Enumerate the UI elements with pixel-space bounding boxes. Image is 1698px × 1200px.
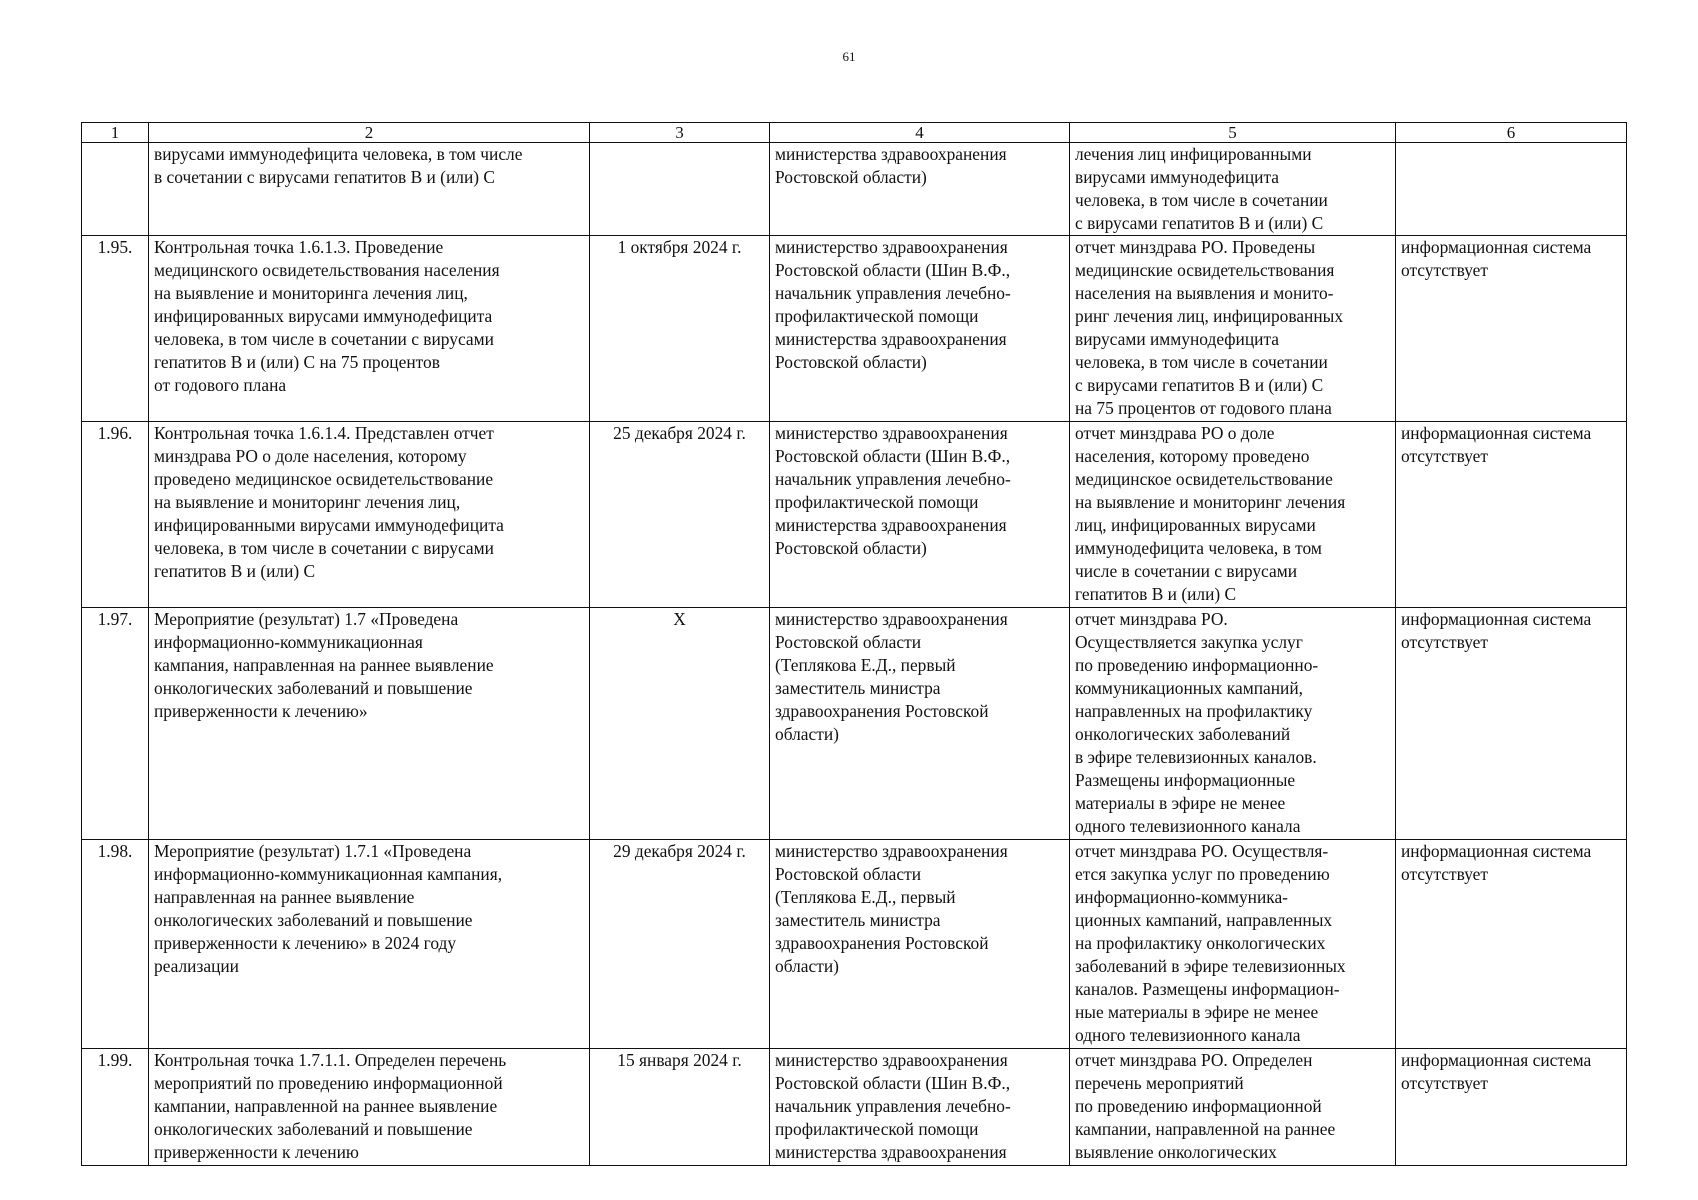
row-info-system: информационная система отсутствует bbox=[1396, 840, 1627, 1049]
table-row bbox=[82, 236, 1627, 422]
plan-table bbox=[81, 122, 1627, 1166]
row-number: 1.96. bbox=[82, 422, 149, 608]
column-header: 2 bbox=[149, 123, 590, 143]
row-responsible: министерство здравоохранения Ростовской области (Теплякова Е.Д., первый заместитель министра здравоохранения Ростовской области) bbox=[770, 840, 1070, 1049]
row-info-system bbox=[1396, 143, 1627, 236]
table-row bbox=[82, 1049, 1627, 1166]
column-header: 1 bbox=[82, 123, 149, 143]
row-description: вирусами иммунодефицита человека, в том числе в сочетании с вирусами гепатитов B и (или) C bbox=[149, 143, 590, 236]
row-responsible: министерство здравоохранения Ростовской области (Теплякова Е.Д., первый заместитель министра здравоохранения Ростовской области) bbox=[770, 608, 1070, 840]
table-row bbox=[82, 608, 1627, 840]
row-result: отчет минздрава РО о доле населения, которому проведено медицинское освидетельствование на выявление и мониторинг лечения лиц, инфицированных вирусами иммунодефицита человека, в том числе в сочетании с вирусами гепатитов B и (или) C bbox=[1070, 422, 1396, 608]
row-description: Мероприятие (результат) 1.7 «Проведена информационно-коммуникационная кампания, направленная на раннее выявление онкологических заболеваний и повышение приверженности к лечению» bbox=[149, 608, 590, 840]
row-result: лечения лиц инфицированными вирусами иммунодефицита человека, в том числе в сочетании с вирусами гепатитов B и (или) C bbox=[1070, 143, 1396, 236]
row-result: отчет минздрава РО. Определен перечень мероприятий по проведению информационной кампании, направленной на раннее выявление онкологических bbox=[1070, 1049, 1396, 1166]
row-date: 15 января 2024 г. bbox=[590, 1049, 770, 1166]
row-date: 1 октября 2024 г. bbox=[590, 236, 770, 422]
column-header: 3 bbox=[590, 123, 770, 143]
column-header: 5 bbox=[1070, 123, 1396, 143]
row-number: 1.97. bbox=[82, 608, 149, 840]
column-header: 6 bbox=[1396, 123, 1627, 143]
row-info-system: информационная система отсутствует bbox=[1396, 422, 1627, 608]
row-description: Контрольная точка 1.6.1.3. Проведение медицинского освидетельствования населения на выявление и мониторинга лечения лиц, инфицированных вирусами иммунодефицита человека, в том числе в сочетании с вирусами гепатитов B и (или) C на 75 процентов от годового плана bbox=[149, 236, 590, 422]
row-number bbox=[82, 143, 149, 236]
table-row bbox=[82, 143, 1627, 236]
table-row bbox=[82, 422, 1627, 608]
row-number: 1.95. bbox=[82, 236, 149, 422]
row-date: 25 декабря 2024 г. bbox=[590, 422, 770, 608]
row-info-system: информационная система отсутствует bbox=[1396, 236, 1627, 422]
column-header: 4 bbox=[770, 123, 1070, 143]
row-responsible: министерство здравоохранения Ростовской области (Шин В.Ф., начальник управления лечебно- профилактической помощи министерства здравоохранения bbox=[770, 1049, 1070, 1166]
row-info-system: информационная система отсутствует bbox=[1396, 608, 1627, 840]
row-description: Контрольная точка 1.6.1.4. Представлен отчет минздрава РО о доле населения, которому проведено медицинское освидетельствование на выявление и мониторинг лечения лиц, инфицированными вирусами иммунодефицита человека, в том числе в сочетании с вирусами гепатитов B и (или) C bbox=[149, 422, 590, 608]
row-description: Мероприятие (результат) 1.7.1 «Проведена информационно-коммуникационная кампания, направленная на раннее выявление онкологических заболеваний и повышение приверженности к лечению» в 2024 году реализации bbox=[149, 840, 590, 1049]
table-row bbox=[82, 840, 1627, 1049]
row-responsible: министерство здравоохранения Ростовской области (Шин В.Ф., начальник управления лечебно- профилактической помощи министерства здравоохранения Ростовской области) bbox=[770, 422, 1070, 608]
row-responsible: министерства здравоохранения Ростовской области) bbox=[770, 143, 1070, 236]
row-number: 1.98. bbox=[82, 840, 149, 1049]
row-date: 29 декабря 2024 г. bbox=[590, 840, 770, 1049]
table-header-row bbox=[82, 123, 1627, 143]
page-number: 61 bbox=[842, 49, 856, 64]
row-description: Контрольная точка 1.7.1.1. Определен перечень мероприятий по проведению информационной кампании, направленной на раннее выявление онкологических заболеваний и повышение приверженности к лечению bbox=[149, 1049, 590, 1166]
row-result: отчет минздрава РО. Осуществля- ется закупка услуг по проведению информационно-коммуника- ционных кампаний, направленных на профилактику онкологических заболеваний в эфире телевизионных каналов. Размещены информацион- ные материалы в эфире не менее одного телевизионного канала bbox=[1070, 840, 1396, 1049]
row-date: X bbox=[590, 608, 770, 840]
row-result: отчет минздрава РО. Проведены медицинские освидетельствования населения на выявления и монито- ринг лечения лиц, инфицированных вирусами иммунодефицита человека, в том числе в сочетании с вирусами гепатитов B и (или) C на 75 процентов от годового плана bbox=[1070, 236, 1396, 422]
row-result: отчет минздрава РО. Осуществляется закупка услуг по проведению информационно- коммуникационных кампаний, направленных на профилактику онкологических заболеваний в эфире телевизионных каналов. Размещены информационные материалы в эфире не менее одного телевизионного канала bbox=[1070, 608, 1396, 840]
row-info-system: информационная система отсутствует bbox=[1396, 1049, 1627, 1166]
row-date bbox=[590, 143, 770, 236]
row-responsible: министерство здравоохранения Ростовской области (Шин В.Ф., начальник управления лечебно- профилактической помощи министерства здравоохранения Ростовской области) bbox=[770, 236, 1070, 422]
row-number: 1.99. bbox=[82, 1049, 149, 1166]
